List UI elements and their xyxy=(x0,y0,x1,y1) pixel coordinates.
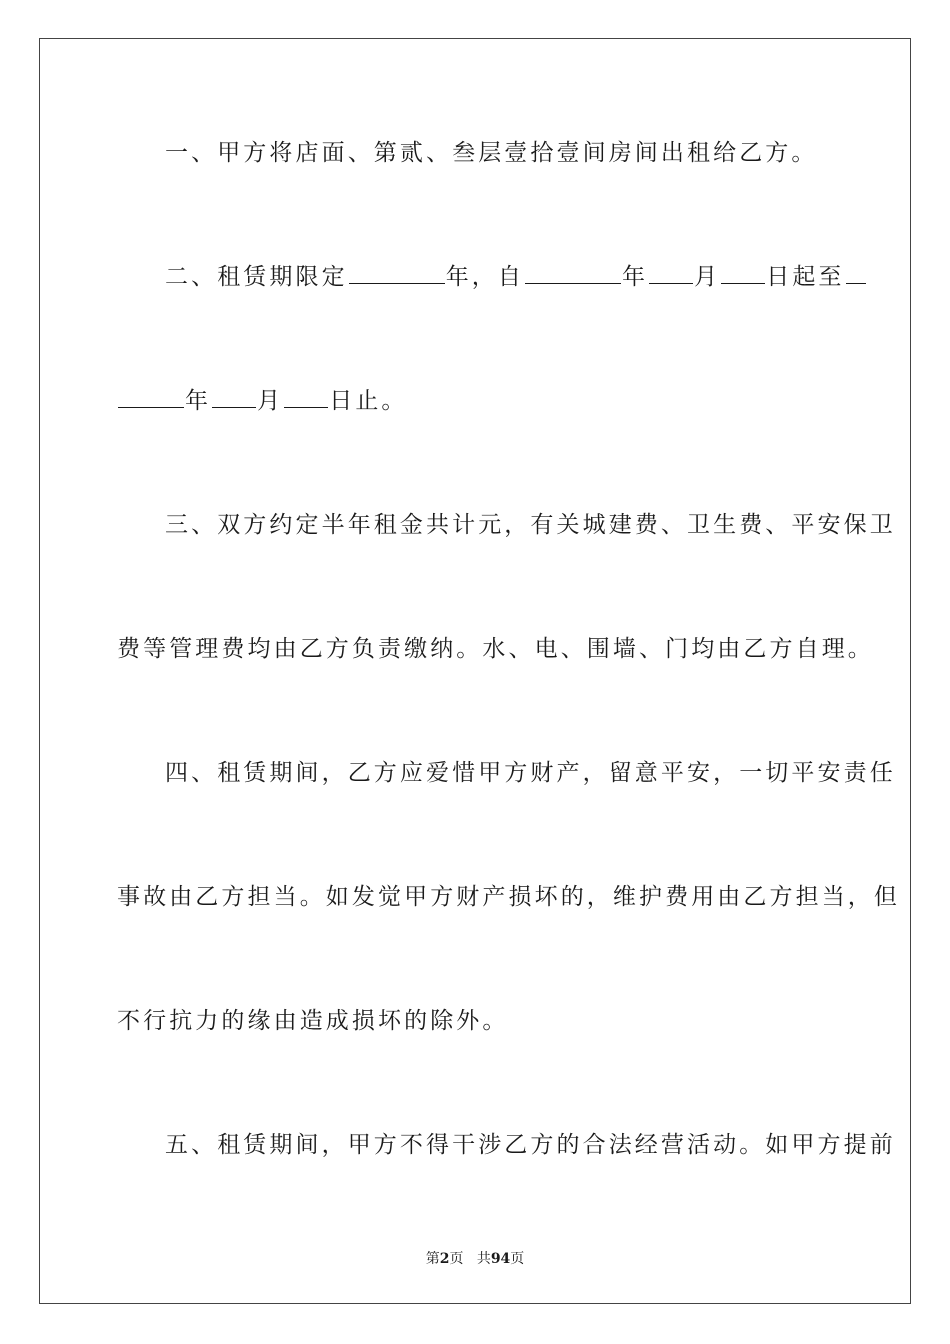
clause-2-text: 二、租赁期限定 xyxy=(165,264,348,290)
clause-4-line-3: 不行抗力的缘由造成损坏的除外。 xyxy=(117,1008,509,1034)
clause-2-text: 日止。 xyxy=(329,388,408,414)
clause-5-line-1: 五、租赁期间，甲方不得干涉乙方的合法经营活动。如甲方提前 xyxy=(165,1132,896,1158)
blank-end-year-part xyxy=(846,263,866,284)
clause-2-text: 月 xyxy=(694,264,721,290)
clause-4-line-2: 事故由乙方担当。如发觉甲方财产损坏的，维护费用由乙方担当，但 xyxy=(117,884,900,910)
clause-2-line-1 xyxy=(165,262,867,292)
blank-lease-years xyxy=(349,263,445,284)
clause-2-text: 月 xyxy=(257,388,284,414)
clause-2-text: 日起至 xyxy=(766,264,845,290)
page-label-suffix: 页 xyxy=(449,1251,464,1267)
clause-2-text: 年 xyxy=(185,388,212,414)
clause-3-line-1: 三、双方约定半年租金共计元，有关城建费、卫生费、平安保卫 xyxy=(165,512,896,538)
page-number: 2 xyxy=(439,1251,450,1267)
clause-2-line-2 xyxy=(117,386,408,416)
clause-2-text: 年 xyxy=(622,264,649,290)
blank-start-month xyxy=(649,263,693,284)
total-label-suffix: 页 xyxy=(510,1251,525,1267)
clause-3-line-2: 费等管理费均由乙方负责缴纳。水、电、围墙、门均由乙方自理。 xyxy=(117,636,874,662)
total-pages: 94 xyxy=(490,1251,511,1267)
blank-end-day xyxy=(284,387,328,408)
page-footer xyxy=(0,1248,950,1268)
blank-start-day xyxy=(721,263,765,284)
page-label-prefix: 第 xyxy=(425,1251,440,1267)
blank-end-year xyxy=(118,387,184,408)
blank-end-month xyxy=(212,387,256,408)
clause-2-text: 年，自 xyxy=(445,264,525,290)
clause-4-line-1: 四、租赁期间，乙方应爱惜甲方财产，留意平安，一切平安责任 xyxy=(165,760,896,786)
clause-1: 一、甲方将店面、第贰、叁层壹拾壹间房间出租给乙方。 xyxy=(165,140,818,166)
page-border xyxy=(39,38,911,1304)
total-label-prefix: 共 xyxy=(476,1251,491,1267)
blank-start-year xyxy=(525,263,621,284)
